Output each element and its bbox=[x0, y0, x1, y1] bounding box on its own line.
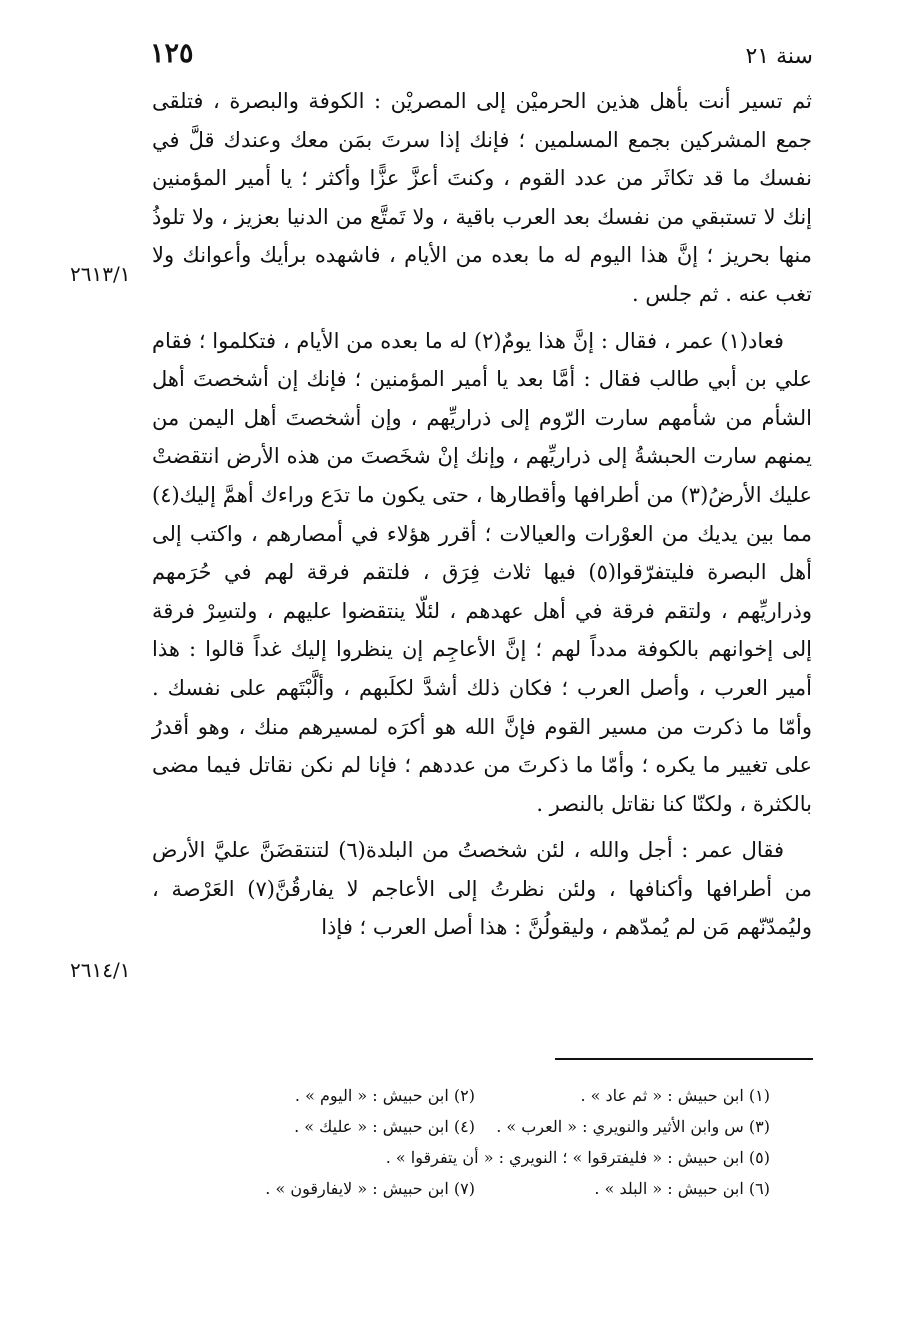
footnote-row bbox=[180, 1080, 770, 1111]
footnote: (٦) ابن حبيش : « البلد » . bbox=[594, 1179, 770, 1198]
paragraph: فعاد(١) عمر ، فقال : إنَّ هذا يومٌ(٢) له ما بعده من الأيام ، فتكلموا ؛ فقام علي بن أبي طالب فقال : أمَّا بعد يا أمير المؤمنين ؛ فإنك إن أشخصتَ أهل الشأم من شأمهم سارت الرّوم إلى ذراريِّهم ، وإن أشخصتَ أهل اليمن من يمنهم سارت الحبشةُ إلى ذراريِّهم ، وإنك إنْ شخَصتَ من هذه الأرض انتقضتْ عليك الأرضُ(٣) من أطرافها وأقطارها ، حتى يكون ما تدَع وراءك أهمَّ إليك(٤) مما بين يديك من العوْرات والعيالات ؛ أقرر هؤلاء في أمصارهم ، واكتب إلى أهل البصرة فليتفرّقوا(٥) فيها ثلاث فِرَق ، فلتقم فرقة لهم في حُرَمهم وذراريِّهم ، ولتقم فرقة في أهل عهدهم ، لئلّا ينتقضوا عليهم ، ولتسِرْ فرقة إلى إخوانهم بالكوفة مدداً لهم ؛ إنَّ الأعاجِم إن ينظروا إليك غداً قالوا : هذا أمير العرب ، وأصل العرب ؛ فكان ذلك أشدَّ لكلَبهم ، وألَّبْتَهم على نفسك . وأمّا ما ذكرت من مسير القوم فإنَّ الله هو أكرَه لمسيرهم منك ، وهو أقدرُ على تغيير ما يكره ؛ وأمّا ما ذكرتَ من عددهم ؛ فإنا لم نكن نقاتل فيما مضى بالكثرة ، ولكنّا كنا نقاتل بالنصر . bbox=[152, 328, 812, 816]
running-title: سنة ٢١ bbox=[745, 44, 813, 69]
footnote: (٢) ابن حبيش : « اليوم » . bbox=[294, 1086, 475, 1105]
paragraph: فقال عمر : أجل والله ، لئن شخصتُ من البلدة(٦) لتنتقضَنَّ عليَّ الأرض من أطرافها وأكنافها ، ولئن نظرتُ إلى الأعاجم لا يفارقُنَّ(٧) العَرْصة ، وليُمدّنّهم مَن لم يُمدّهم ، وليقولُنَّ : هذا أصل العرب ؛ فإذا bbox=[152, 838, 812, 940]
footnotes bbox=[180, 1080, 770, 1204]
page-number: ١٢٥ bbox=[150, 38, 194, 69]
footnote: (١) ابن حبيش : « ثم عاد » . bbox=[580, 1086, 770, 1105]
margin-reference: ٢٦١٤/١ bbox=[70, 958, 131, 982]
footnote-row bbox=[180, 1142, 770, 1173]
footnote: (٧) ابن حبيش : « لايفارقون » . bbox=[265, 1179, 475, 1198]
footnote: (٥) ابن حبيش : « فليفترقوا » ؛ النويري : « أن يتفرقوا » . bbox=[385, 1148, 770, 1167]
footnote-divider bbox=[555, 1058, 813, 1060]
main-text bbox=[152, 82, 812, 947]
footnote-row bbox=[180, 1111, 770, 1142]
footnote: (٣) س وابن الأثير والنويري : « العرب » . bbox=[496, 1117, 770, 1136]
footnote-row bbox=[180, 1173, 770, 1204]
footnote: (٤) ابن حبيش : « عليك » . bbox=[294, 1117, 475, 1136]
paragraph: ثم تسير أنت بأهل هذين الحرميْن إلى المصريْن : الكوفة والبصرة ، فتلقى جمع المشركين بجمع المسلمين ؛ فإنك إذا سرتَ بمَن معك وعندك قلَّ في نفسك ما قد تكاثَر من عدد القوم ، وكنتَ أعزَّ عزًّا وأكثر ؛ يا أمير المؤمنين إنك لا تستبقي من نفسك بعد العرب باقية ، ولا تَمتَّع من الدنيا بعزيز ، ولا تلوذُ منها بحريز ؛ إنَّ هذا اليوم له ما بعده من الأيام ، فاشهده برأيك وأعوانك ولا تغب عنه . ثم جلس . bbox=[152, 89, 813, 306]
margin-reference: ٢٦١٣/١ bbox=[70, 262, 131, 286]
